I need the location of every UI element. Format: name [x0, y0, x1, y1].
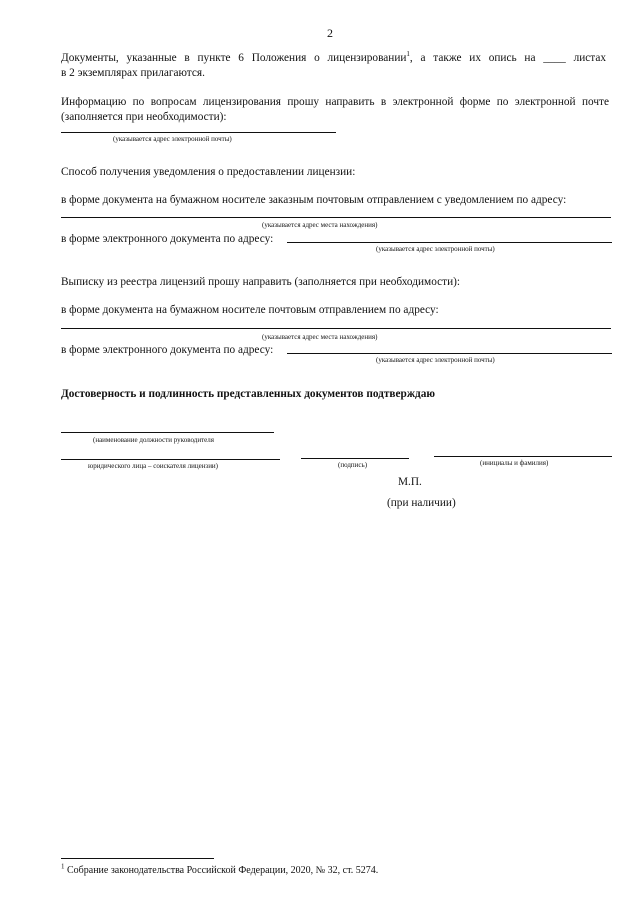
footnote-text: Собрание законодательства Российской Федерации, 2020, № 32, ст. 5274.: [67, 865, 379, 876]
extract-email-field[interactable]: [287, 353, 612, 354]
extract-electronic-label: в форме электронного документа по адресу:: [61, 344, 274, 356]
receipt-address-field[interactable]: [61, 217, 611, 218]
footnote-reference: 1: [406, 50, 410, 59]
documents-text-b: , а также их опись на ____ листах: [409, 52, 607, 64]
confirm-heading: Достоверность и подлинность представленных документов подтверждаю: [61, 388, 436, 400]
signature-caption: (подпись): [338, 461, 368, 469]
name-field[interactable]: [434, 456, 612, 457]
receipt-email-field[interactable]: [287, 242, 612, 243]
receipt-heading: Способ получения уведомления о предоставлении лицензии:: [61, 166, 356, 178]
position-caption-1: (наименование должности руководителя: [93, 436, 214, 444]
position-field[interactable]: [61, 432, 274, 433]
stamp-label: М.П.: [398, 476, 422, 488]
info-line-1: Информацию по вопросам лицензирования прошу направить в электронной форме по электронной почте: [61, 96, 609, 108]
footnote-mark: 1: [61, 862, 65, 871]
footnote-separator: [61, 858, 214, 859]
position-caption-2: юридического лица – соискателя лицензии): [88, 462, 219, 470]
name-caption: (инициалы и фамилия): [480, 459, 549, 467]
info-email-field[interactable]: [61, 132, 336, 133]
footnote: [61, 864, 378, 877]
receipt-paper-label: в форме документа на бумажном носителе заказным почтовым отправлением с уведомлением по адресу:: [61, 194, 567, 206]
documents-line-2: в 2 экземплярах прилагаются.: [61, 67, 205, 79]
signature-field[interactable]: [301, 458, 409, 459]
extract-address-field[interactable]: [61, 328, 611, 329]
receipt-electronic-label: в форме электронного документа по адресу:: [61, 233, 274, 245]
extract-email-caption: (указывается адрес электронной почты): [376, 356, 495, 364]
documents-line-1: [61, 51, 606, 65]
stamp-note: (при наличии): [387, 497, 456, 509]
receipt-email-caption: (указывается адрес электронной почты): [376, 245, 495, 253]
info-email-caption: (указывается адрес электронной почты): [113, 135, 232, 143]
page-number: 2: [327, 26, 333, 40]
extract-address-caption: (указывается адрес места нахождения): [262, 333, 378, 341]
position-field-2[interactable]: [61, 459, 280, 460]
info-line-2: (заполняется при необходимости):: [61, 111, 227, 123]
extract-paper-label: в форме документа на бумажном носителе почтовым отправлением по адресу:: [61, 304, 439, 316]
receipt-address-caption: (указывается адрес места нахождения): [262, 221, 378, 229]
extract-heading: Выписку из реестра лицензий прошу направить (заполняется при необходимости):: [61, 276, 461, 288]
documents-text-a: Документы, указанные в пункте 6 Положения о лицензировании: [61, 52, 407, 64]
